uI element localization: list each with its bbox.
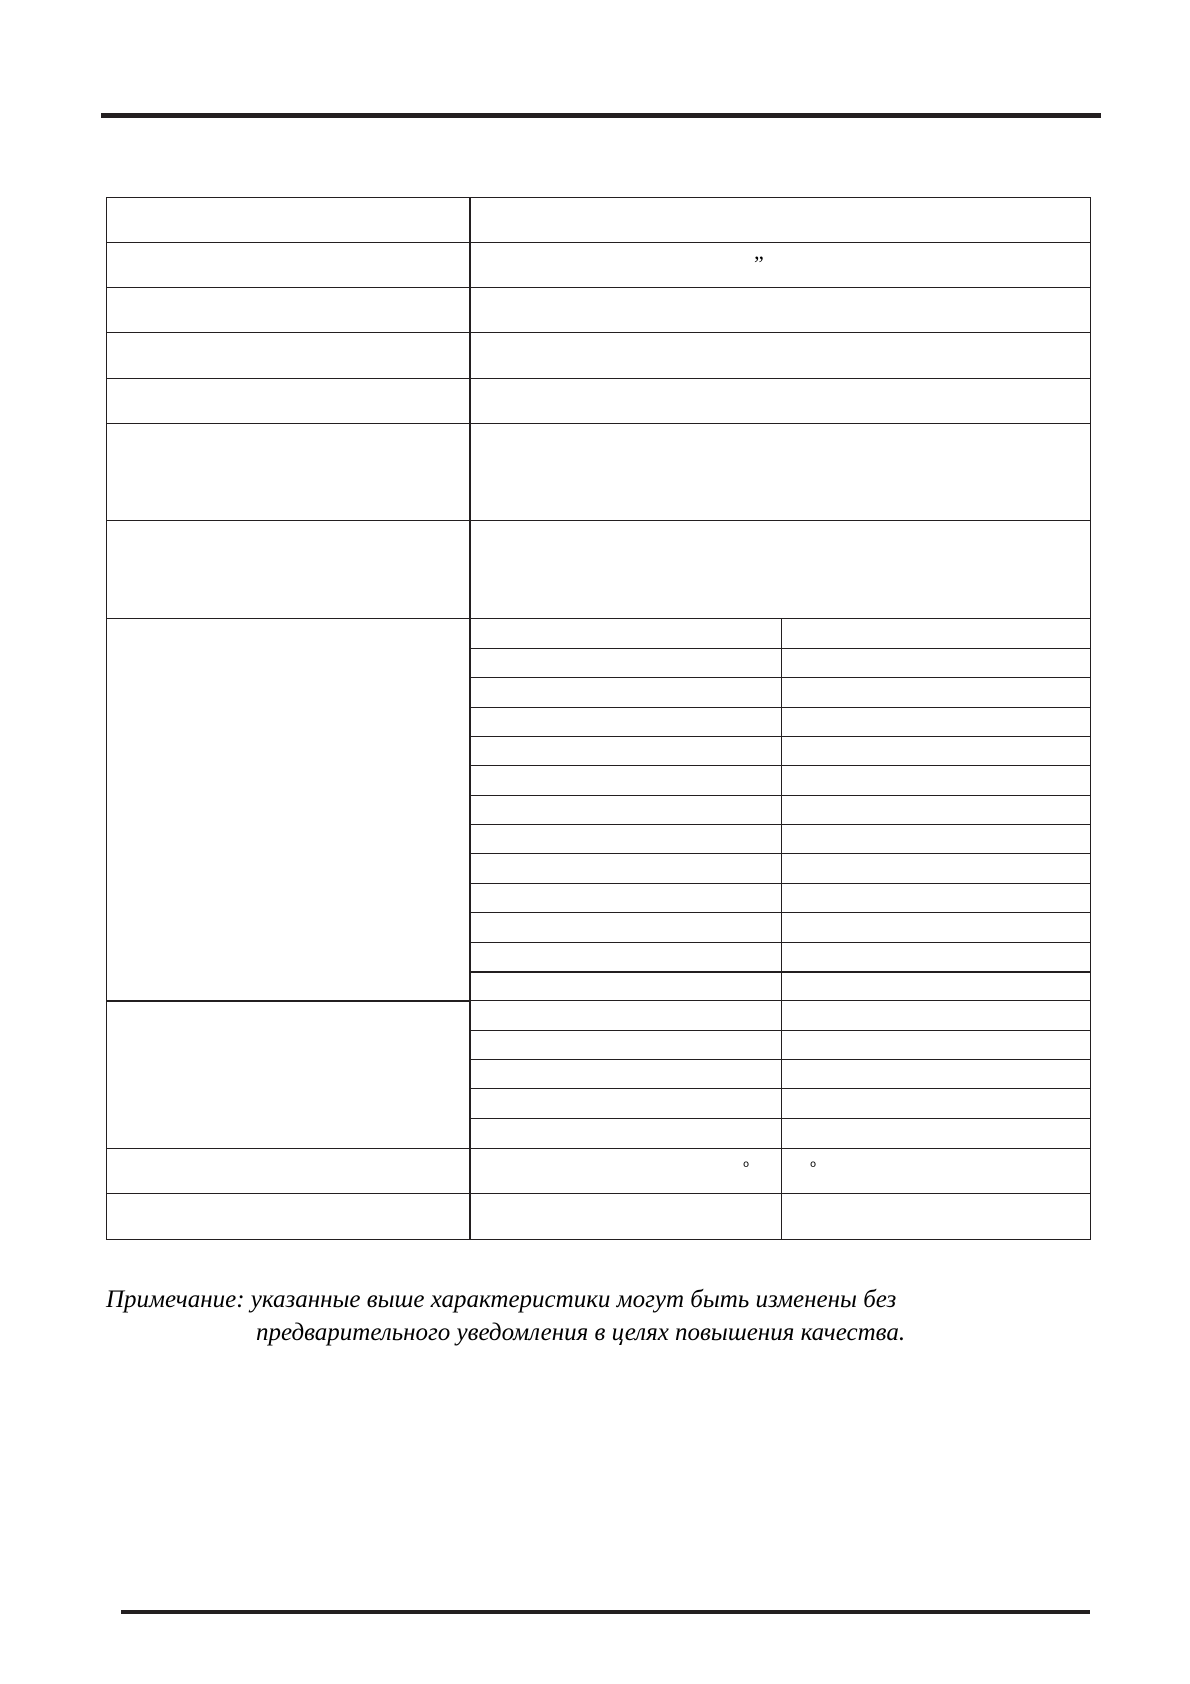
table-subcolumn-divider: [781, 619, 782, 1239]
table-subrow-line: [470, 1059, 1090, 1060]
footnote-line-2: предварительного уведомления в целях повышения качества.: [256, 1319, 906, 1346]
table-subrow-line: [470, 765, 1090, 766]
table-row-line: [107, 378, 1090, 379]
table-subrow-line: [470, 736, 1090, 737]
table-subrow-line: [470, 795, 1090, 796]
table-row-line: [107, 242, 1090, 243]
header-rule: [101, 113, 1101, 118]
table-subrow-line: [470, 942, 1090, 943]
table-subrow-line: [470, 707, 1090, 708]
footnote: [106, 1283, 1036, 1349]
table-subrow-line: [470, 971, 1090, 973]
table-subrow-line: [470, 883, 1090, 884]
table-row-line: [107, 618, 1090, 619]
table-subrow-line: [470, 912, 1090, 913]
table-row-line: [107, 423, 1090, 424]
table-subrow-line: [470, 824, 1090, 825]
degree-mark: o: [810, 1159, 817, 1170]
table-row-line: [107, 1193, 1090, 1194]
table-row-line: [107, 332, 1090, 333]
table-subrow-line: [470, 648, 1090, 649]
table-subrow-line: [470, 1030, 1090, 1031]
quote-mark: ”: [754, 251, 764, 276]
degree-mark: o: [743, 1159, 750, 1170]
table-row-line: [107, 287, 1090, 288]
table-label-divider: [107, 1000, 471, 1002]
table-subrow-line: [470, 677, 1090, 678]
table-subrow-line: [470, 1000, 1090, 1001]
footer-rule: [121, 1610, 1090, 1614]
table-subrow-line: [470, 1088, 1090, 1089]
table-subrow-line: [470, 853, 1090, 854]
table-subrow-line: [470, 1118, 1090, 1119]
table-row-line: [107, 1148, 1090, 1149]
table-row-line: [107, 520, 1090, 521]
table-column-divider: [469, 198, 471, 1239]
specifications-table: [106, 197, 1091, 1240]
footnote-line-1: Примечание: указанные выше характеристики могут быть изменены без: [106, 1286, 897, 1313]
